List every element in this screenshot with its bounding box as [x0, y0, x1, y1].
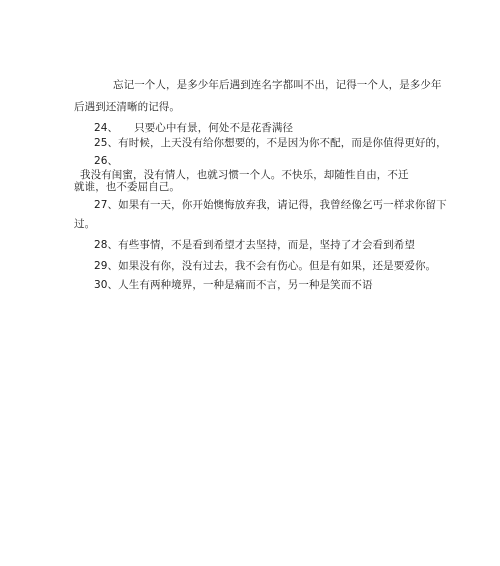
item-25: 25、有时候，上天没有给你想要的，不是因为你不配，而是你值得更好的， — [94, 137, 447, 149]
intro-line-1: 忘记一个人，是多少年后遇到连名字都叫不出，记得一个人，是多少年 — [113, 79, 442, 91]
item-27-line-2: 过。 — [74, 218, 96, 230]
item-28: 28、有些事情，不是看到希望才去坚持，而是，坚持了才会看到希望 — [94, 239, 415, 251]
item-29: 29、如果没有你，没有过去，我不会有伤心。但是有如果，还是要爱你。 — [94, 260, 437, 272]
item-24: 24、 只要心中有景，何处不是花香满径 — [94, 122, 294, 134]
item-26-number: 26、 — [94, 155, 119, 167]
item-26-line-2: 就谁，也不委屈自己。 — [74, 181, 180, 193]
intro-line-2: 后遇到还清晰的记得。 — [74, 101, 180, 113]
item-27-line-1: 27、如果有一天，你开始懊悔放弃我，请记得，我曾经像乞丐一样求你留下 — [94, 199, 447, 211]
item-30: 30、人生有两种境界，一种是痛而不言，另一种是笑而不语 — [94, 279, 373, 291]
item-26-line-1: 我没有闺蜜，没有情人，也就习惯一个人。不快乐，却随性自由，不迁 — [80, 169, 409, 181]
